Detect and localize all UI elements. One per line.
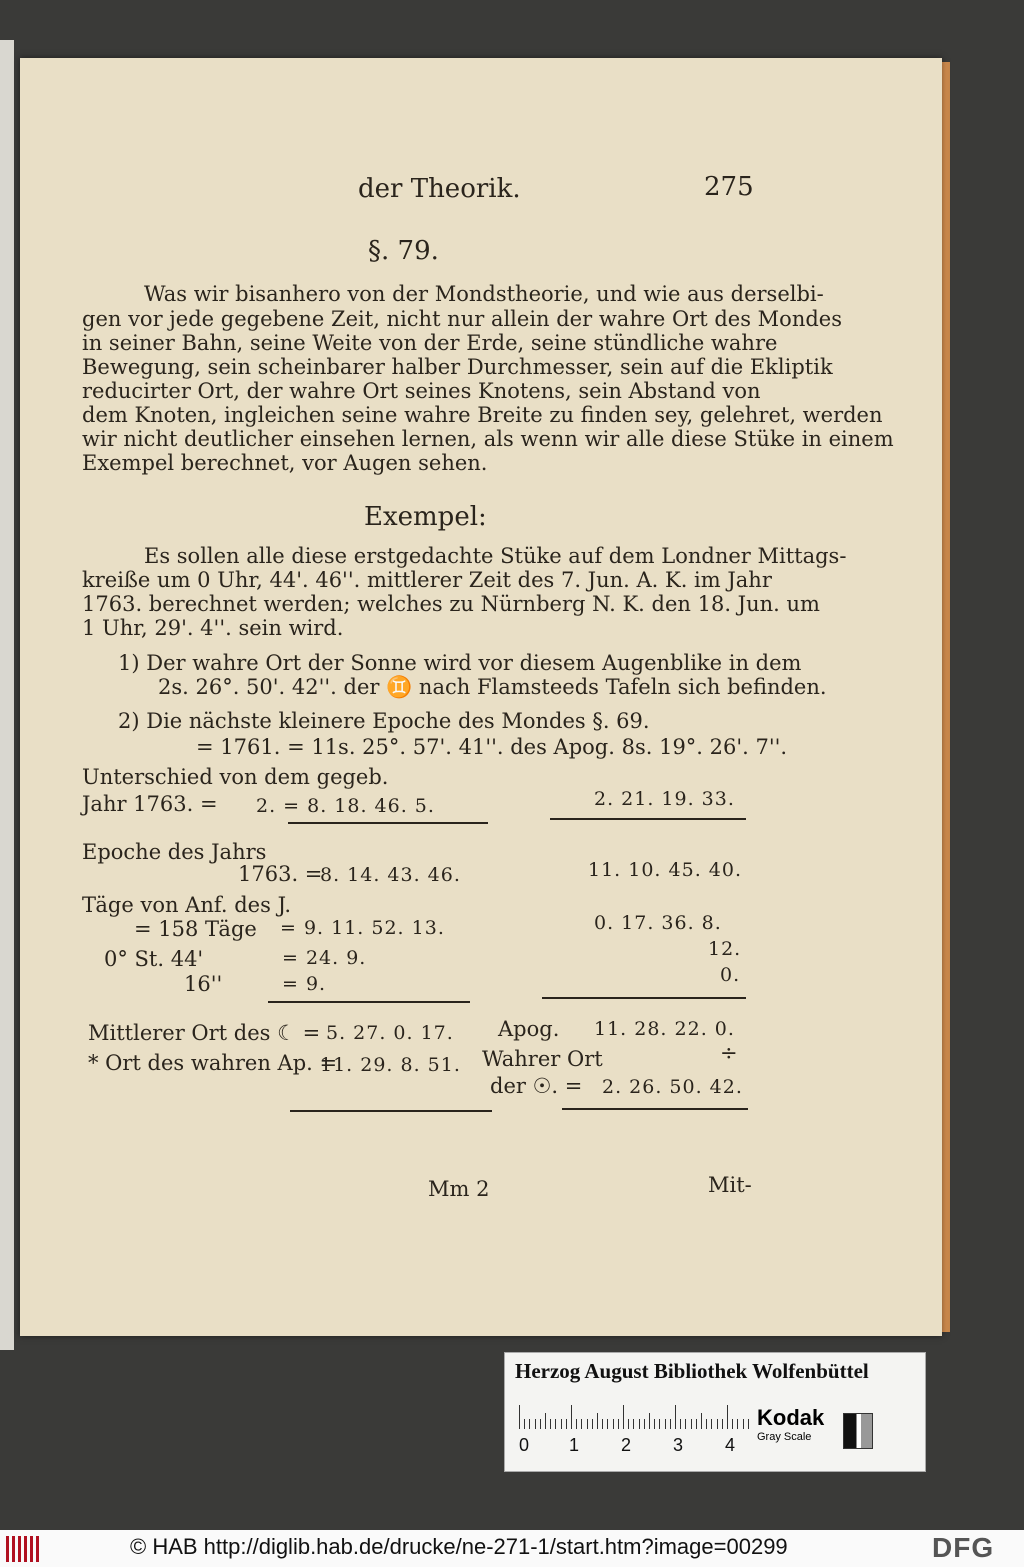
gray-patch xyxy=(843,1413,873,1449)
example-line: 1 Uhr, 29'. 4''. sein wird. xyxy=(82,616,344,640)
table-values: 12. xyxy=(708,938,742,960)
ruler-tick xyxy=(566,1419,567,1429)
ruler-tick xyxy=(623,1405,624,1429)
ruler-tick xyxy=(545,1413,546,1429)
ruler-tick xyxy=(644,1419,645,1429)
ruler-tick xyxy=(628,1419,629,1429)
example-line: kreiße um 0 Uhr, 44'. 46''. mittlerer Zeit des 7. Jun. A. K. im Jahr xyxy=(82,568,772,592)
item-two-line: = 1761. = 11s. 25°. 57'. 41''. des Apog. 8s. 19°. 26'. 7''. xyxy=(196,735,788,759)
table-label: Unterschied von dem gegeb. xyxy=(82,765,389,789)
intro-line: dem Knoten, ingleichen seine wahre Breite zu finden sey, gelehret, werden xyxy=(82,403,883,427)
item-one-line: 1) Der wahre Ort der Sonne wird vor diesem Augenblike in dem xyxy=(118,651,802,675)
table-values: 2. 26. 50. 42. xyxy=(602,1076,743,1098)
sum-rule xyxy=(542,997,746,999)
intro-line: reducirter Ort, der wahre Ort seines Knotens, sein Abstand von xyxy=(82,379,761,403)
table-values: = 24. 9. xyxy=(282,947,367,969)
sum-rule xyxy=(290,1110,492,1112)
ruler-tick xyxy=(711,1419,712,1429)
ruler-tick xyxy=(618,1419,619,1429)
ruler-number: 3 xyxy=(673,1435,684,1455)
ruler-tick xyxy=(743,1419,744,1429)
ruler-tick xyxy=(550,1419,551,1429)
table-label: = 158 Täge xyxy=(134,917,257,941)
example-title: Exempel: xyxy=(364,502,487,532)
ruler-tick xyxy=(659,1419,660,1429)
table-label: Wahrer Ort xyxy=(482,1047,603,1071)
ruler-tick xyxy=(607,1419,608,1429)
example-line: Es sollen alle diese erstgedachte Stüke auf dem Londner Mittags- xyxy=(144,544,847,568)
table-values: = 9. 11. 52. 13. xyxy=(280,917,445,939)
table-label: ÷ xyxy=(720,1041,738,1065)
ruler-number: 4 xyxy=(725,1435,736,1455)
ruler-tick xyxy=(649,1413,650,1429)
table-values: 11. 10. 45. 40. xyxy=(588,859,742,881)
ruler-tick xyxy=(535,1419,536,1429)
ruler-tick xyxy=(561,1419,562,1429)
page-number: 275 xyxy=(704,172,754,202)
ruler-tick xyxy=(571,1405,572,1429)
ruler-tick xyxy=(701,1413,702,1429)
sum-rule xyxy=(288,822,488,824)
ruler-tick xyxy=(592,1419,593,1429)
ruler-tick xyxy=(519,1405,520,1429)
table-label: Täge von Anf. des J. xyxy=(82,893,292,917)
ruler-tick xyxy=(675,1405,676,1429)
ruler-number: 0 xyxy=(519,1435,530,1455)
table-values: 0. xyxy=(720,964,741,986)
viewer-footer xyxy=(0,1530,1024,1567)
book-page xyxy=(20,58,942,1336)
intro-line: wir nicht deutlicher einsehen lernen, als wenn wir alle diese Stüke in einem xyxy=(82,427,894,451)
table-label: Epoche des Jahrs xyxy=(82,840,267,864)
sum-rule xyxy=(268,1001,470,1003)
ruler-tick xyxy=(680,1419,681,1429)
catchword: Mit- xyxy=(708,1173,752,1197)
running-title: der Theorik. xyxy=(358,174,521,204)
item-one-line: 2s. 26°. 50'. 42''. der ♊ nach Flamsteeds Tafeln sich befinden. xyxy=(158,675,827,699)
signature-mark: Mm 2 xyxy=(428,1177,490,1201)
ruler-tick xyxy=(717,1419,718,1429)
item-two-line: 2) Die nächste kleinere Epoche des Mondes §. 69. xyxy=(118,709,650,733)
table-values: 8. 14. 43. 46. xyxy=(320,864,461,886)
sum-rule xyxy=(550,818,746,820)
table-label: der ☉. = xyxy=(490,1074,583,1098)
ruler-tick xyxy=(613,1419,614,1429)
sum-rule xyxy=(562,1108,748,1110)
hab-logo-icon xyxy=(6,1536,44,1562)
adjacent-page-strip xyxy=(0,40,14,1350)
ruler-tick xyxy=(639,1419,640,1429)
ruler-tick xyxy=(670,1419,671,1429)
ruler-tick xyxy=(706,1419,707,1429)
brand-name: Kodak xyxy=(757,1405,825,1430)
table-label: Apog. xyxy=(498,1017,560,1041)
ruler-tick xyxy=(696,1419,697,1429)
example-line: 1763. berechnet werden; welches zu Nürnberg N. K. den 18. Jun. um xyxy=(82,592,820,616)
ruler-tick xyxy=(576,1419,577,1429)
library-name: Herzog August Bibliothek Wolfenbüttel xyxy=(515,1359,869,1383)
source-credit-link[interactable]: © HAB http://diglib.hab.de/drucke/ne-271-1/start.htm?image=00299 xyxy=(130,1534,788,1559)
intro-line: Bewegung, sein scheinbarer halber Durchmesser, sein auf die Ekliptik xyxy=(82,355,833,379)
color-target-card xyxy=(504,1352,926,1472)
ruler-tick xyxy=(737,1419,738,1429)
intro-line: gen vor jede gegebene Zeit, nicht nur allein der wahre Ort des Mondes xyxy=(82,307,842,331)
ruler-tick xyxy=(727,1405,728,1429)
ruler-tick xyxy=(732,1419,733,1429)
intro-line: Exempel berechnet, vor Augen sehen. xyxy=(82,451,488,475)
ruler-tick xyxy=(555,1419,556,1429)
table-values: 2. 21. 19. 33. xyxy=(594,788,735,810)
table-label: * Ort des wahren Ap. = xyxy=(88,1051,338,1075)
table-label: 16'' xyxy=(184,972,223,996)
ruler-tick xyxy=(685,1419,686,1429)
table-label: 0° St. 44' xyxy=(104,947,204,971)
dfg-logo: DFG xyxy=(932,1532,995,1563)
ruler-tick xyxy=(529,1419,530,1429)
table-label: Jahr 1763. = xyxy=(82,792,218,816)
ruler-tick xyxy=(691,1419,692,1429)
ruler-number: 1 xyxy=(569,1435,580,1455)
ruler-tick xyxy=(597,1413,598,1429)
table-values: 2. = 8. 18. 46. 5. xyxy=(256,795,435,817)
ruler-tick xyxy=(540,1419,541,1429)
kodak-brand xyxy=(757,1405,824,1443)
ruler-tick xyxy=(654,1419,655,1429)
brand-sub: Gray Scale xyxy=(757,1431,812,1443)
ruler-tick xyxy=(602,1419,603,1429)
ruler-tick xyxy=(524,1419,525,1429)
ruler-tick xyxy=(581,1419,582,1429)
scale-ruler xyxy=(519,1403,749,1429)
ruler-tick xyxy=(633,1419,634,1429)
table-values: 5. 27. 0. 17. xyxy=(326,1022,454,1044)
table-values: 11. 28. 22. 0. xyxy=(594,1018,735,1040)
section-title: §. 79. xyxy=(368,236,439,266)
table-label: Mittlerer Ort des ☾ = xyxy=(88,1021,321,1045)
ruler-tick xyxy=(722,1419,723,1429)
ruler-tick xyxy=(665,1419,666,1429)
table-values: 0. 17. 36. 8. xyxy=(594,912,722,934)
intro-line: in seiner Bahn, seine Weite von der Erde, seine stündliche wahre xyxy=(82,331,778,355)
ruler-tick xyxy=(748,1419,749,1429)
ruler-number: 2 xyxy=(621,1435,632,1455)
intro-line: Was wir bisanhero von der Mondstheorie, und wie aus derselbi- xyxy=(144,282,824,306)
table-values: 11. 29. 8. 51. xyxy=(320,1054,461,1076)
ruler-tick xyxy=(587,1419,588,1429)
table-values: = 9. xyxy=(282,973,327,995)
table-label: 1763. = xyxy=(238,862,323,886)
